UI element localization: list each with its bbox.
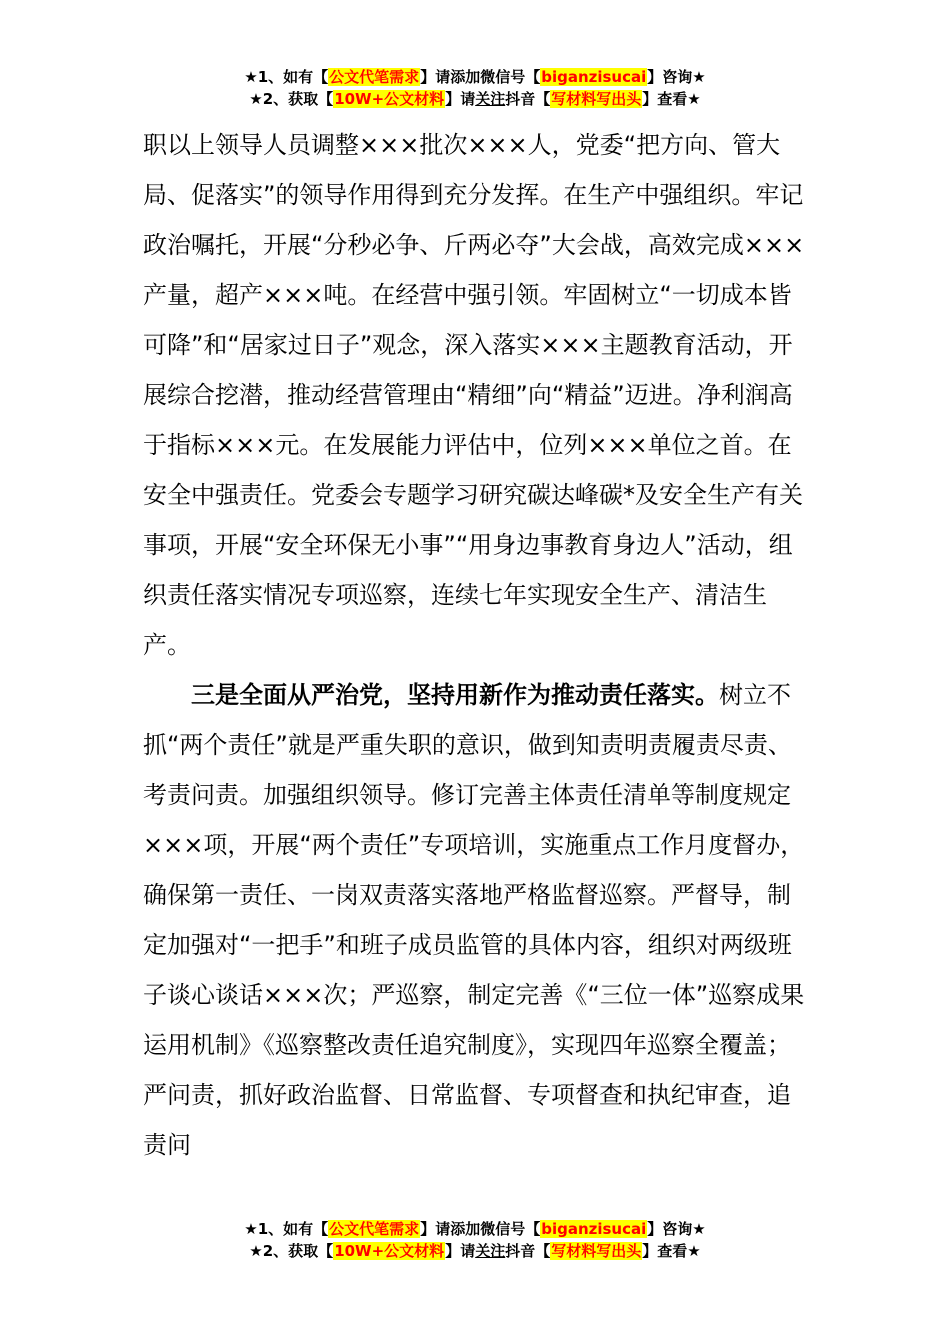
- promo-highlight-materials: 10W+公文材料: [334, 90, 445, 108]
- promo-line-2: ★2、获取【10W+公文材料】请关注抖音【写材料写出头】查看★: [249, 1242, 701, 1260]
- promo-line-1: ★1、如有【公文代笔需求】请添加微信号【biganzisucai】咨询★: [244, 1220, 706, 1238]
- top-promo-banner: [0, 66, 950, 110]
- promo-highlight-wechat: biganzisucai: [541, 68, 647, 86]
- bottom-promo-banner: [0, 1218, 950, 1262]
- promo-line-1: ★1、如有【公文代笔需求】请添加微信号【biganzisucai】咨询★: [244, 68, 706, 86]
- paragraph-continuation: 职以上领导人员调整×××批次×××人，党委“把方向、管大局、促落实”的领导作用得到充分发挥。在生产中强组织。牢记政治嘱托，开展“分秒必争、斤两必夺”大会战，高效完成×××产量，超产×××吨。在经营中强引领。牢固树立“一切成本皆可降”和“居家过日子”观念，深入落实×××主题教育活动，开展综合挖潜，推动经营管理由“精细”向“精益”迈进。净利润高于指标×××元。在发展能力评估中，位列×××单位之首。在安全中强责任。党委会专题学习研究碳达峰碳*及安全生产有关事项，开展“安全环保无小事”“用身边事教育身边人”活动，组织责任落实情况专项巡察，连续七年实现安全生产、清洁生产。: [143, 131, 805, 659]
- promo-highlight-materials: 10W+公文材料: [334, 1242, 445, 1260]
- promo-highlight-douyin: 写材料写出头: [551, 90, 642, 108]
- promo-highlight-service: 公文代笔需求: [329, 68, 420, 86]
- promo-highlight-wechat: biganzisucai: [541, 1220, 647, 1238]
- promo-highlight-service: 公文代笔需求: [329, 1220, 420, 1238]
- paragraph-section-three: [143, 670, 811, 1170]
- document-body: [143, 120, 811, 1170]
- promo-line-2: ★2、获取【10W+公文材料】请关注抖音【写材料写出头】查看★: [249, 90, 701, 108]
- section-heading: 三是全面从严治党，坚持用新作为推动责任落实。: [191, 681, 719, 709]
- section-text: 树立不抓“两个责任”就是严重失职的意识，做到知责明责履责尽责、考责问责。加强组织领导。修订完善主体责任清单等制度规定×××项，开展“两个责任”专项培训，实施重点工作月度督办，确保第一责任、一岗双责落实落地严格监督巡察。严督导，制定加强对“一把手”和班子成员监管的具体内容，组织对两级班子谈心谈话×××次；严巡察，制定完善《“三位一体”巡察成果运用机制》《巡察整改责任追究制度》，实现四年巡察全覆盖；严问责，抓好政治监督、日常监督、专项督查和执纪审查，追责问: [143, 681, 805, 1159]
- promo-highlight-douyin: 写材料写出头: [551, 1242, 642, 1260]
